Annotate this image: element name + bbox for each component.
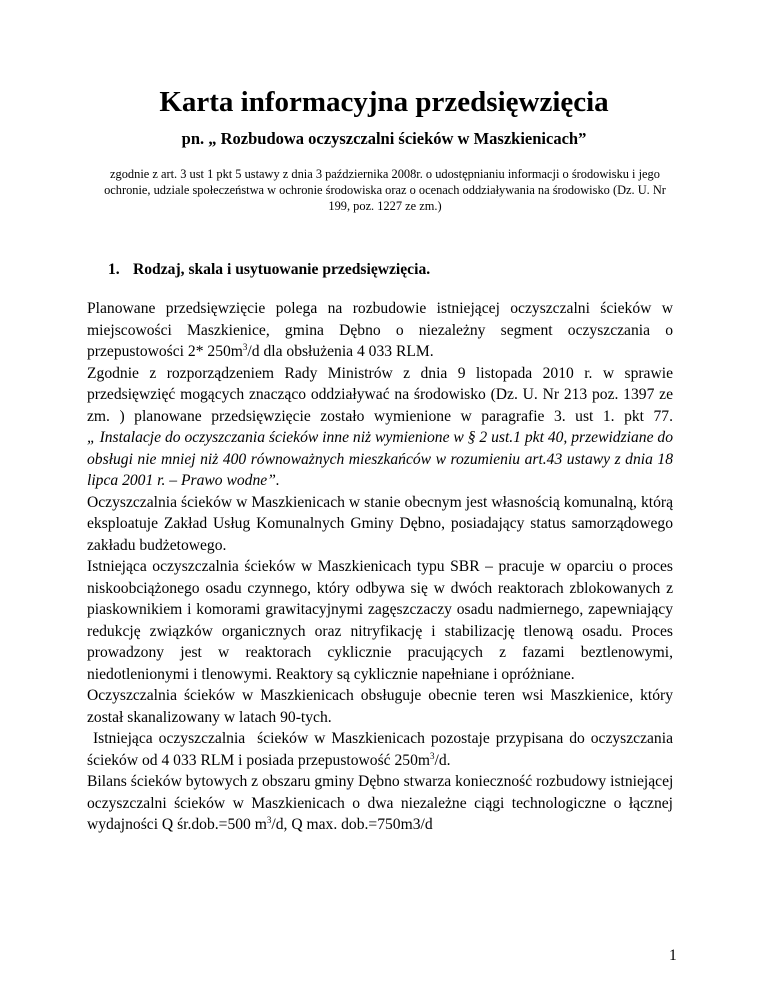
legal-basis-line: ochronie, udziale społeczeństwa w ochronie środowiska oraz o ocenach oddziaływania na środowisko (Dz. U. Nr bbox=[104, 183, 666, 197]
body-line: niskoobciążonego osadu czynnego, który odbywa się w dwóch reaktorach zblokowanych z bbox=[87, 579, 673, 597]
body-line: prowadzony jest w reaktorach cyklicznie pracujących z fazami beztlenowymi, bbox=[87, 644, 673, 661]
body-text-fragment: przepustowości 2* 250m bbox=[87, 343, 243, 360]
body-line: niedotlenionymi i tlenowymi. Reaktory są cyklicznie napełniane i opróżniane. bbox=[87, 665, 575, 683]
body-text-fragment: /d dla obsłużenia 4 033 RLM. bbox=[247, 343, 434, 360]
body-line: został skanalizowany w latach 90-tych. bbox=[87, 708, 332, 726]
body-text-fragment: /d, Q max. dob.=750m3/d bbox=[271, 816, 433, 833]
body-line: piaskownikiem i komorami grawitacyjnymi zagęszczaczy osadu nadmiernego, zapewniający bbox=[87, 601, 673, 618]
section-number: 1. bbox=[108, 261, 120, 278]
body-text-fragment: wydajności Q śr.dob.=500 m bbox=[87, 816, 267, 833]
body-line: obsługi nie mniej niż 400 równoważnych mieszkańców w rozumieniu art.43 ustawy z dnia 18 bbox=[87, 450, 673, 468]
body-line: oczyszczalni ścieków w Maszkienicach o dwa niezależne ciągi technologiczne o łącznej bbox=[87, 794, 673, 812]
body-line: miejscowości Maszkienice, gmina Dębno o niezależny segment oczyszczania o bbox=[87, 321, 673, 339]
body-line: Oczyszczalnia ścieków w Maszkienicach w stanie obecnym jest własnością komunalną, którą bbox=[87, 493, 673, 511]
section-title: Rodzaj, skala i usytuowanie przedsięwzięcia. bbox=[133, 261, 431, 278]
body-line: zakładu budżetowego. bbox=[87, 536, 227, 554]
body-line: „ Instalacje do oczyszczania ścieków inne niż wymienione w § 2 ust.1 pkt 40, przewidziane do bbox=[87, 429, 673, 446]
section-body bbox=[87, 298, 673, 836]
body-line bbox=[87, 341, 673, 363]
body-line bbox=[87, 814, 673, 836]
body-line: eksploatuje Zakład Usług Komunalnych Gminy Dębno, posiadający status samorządowego bbox=[87, 515, 673, 532]
body-line: Istniejąca oczyszczalnia ścieków w Maszkienicach pozostaje przypisana do oczyszczania bbox=[87, 730, 673, 747]
body-line: redukcję związków organicznych oraz nitryfikację i stabilizację tlenową osadu. Proces bbox=[87, 622, 673, 640]
body-line bbox=[87, 750, 673, 772]
superscript: 3 bbox=[430, 750, 435, 761]
superscript: 3 bbox=[266, 815, 272, 825]
body-line: Zgodnie z rozporządzeniem Rady Ministrów z dnia 9 listopada 2010 r. w sprawie bbox=[87, 364, 673, 382]
document-title: Karta informacyjna przedsięwzięcia bbox=[159, 86, 609, 118]
body-line: Istniejąca oczyszczalnia ścieków w Maszkienicach typu SBR – pracuje w oparciu o proces bbox=[87, 558, 673, 575]
legal-basis-line: 199, poz. 1227 ze zm.) bbox=[328, 199, 442, 213]
body-text-fragment: ścieków od 4 033 RLM i posiada przepustowość 250m bbox=[87, 751, 431, 769]
body-line: Bilans ścieków bytowych z obszaru gminy Dębno stwarza konieczność rozbudowy istniejącej bbox=[87, 773, 673, 790]
superscript: 3 bbox=[242, 342, 248, 352]
legal-basis-line: zgodnie z art. 3 ust 1 pkt 5 ustawy z dnia 3 października 2008r. o udostępnianiu informacji o środowisku i jego bbox=[110, 167, 660, 181]
body-line: Oczyszczalnia ścieków w Maszkienicach obsługuje obecnie teren wsi Maszkienice, który bbox=[87, 687, 673, 704]
body-line: zm. ) planowane przedsięwzięcie zostało wymienione w paragrafie 3. ust 1. pkt 77. bbox=[87, 407, 673, 425]
body-line: Planowane przedsięwzięcie polega na rozbudowie istniejącej oczyszczalni ścieków w bbox=[87, 300, 673, 317]
document-subtitle: pn. „ Rozbudowa oczyszczalni ścieków w Maszkienicach” bbox=[181, 129, 587, 148]
section-heading bbox=[108, 260, 430, 280]
page-number: 1 bbox=[669, 947, 677, 964]
body-line: lipca 2001 r. – Prawo wodne”. bbox=[87, 472, 280, 489]
legal-basis bbox=[90, 166, 680, 214]
body-text-fragment: /d. bbox=[434, 751, 451, 769]
body-line: przedsięwzięć mogących znacząco oddziaływać na środowisko (Dz. U. Nr 213 poz. 1397 ze bbox=[87, 386, 673, 403]
